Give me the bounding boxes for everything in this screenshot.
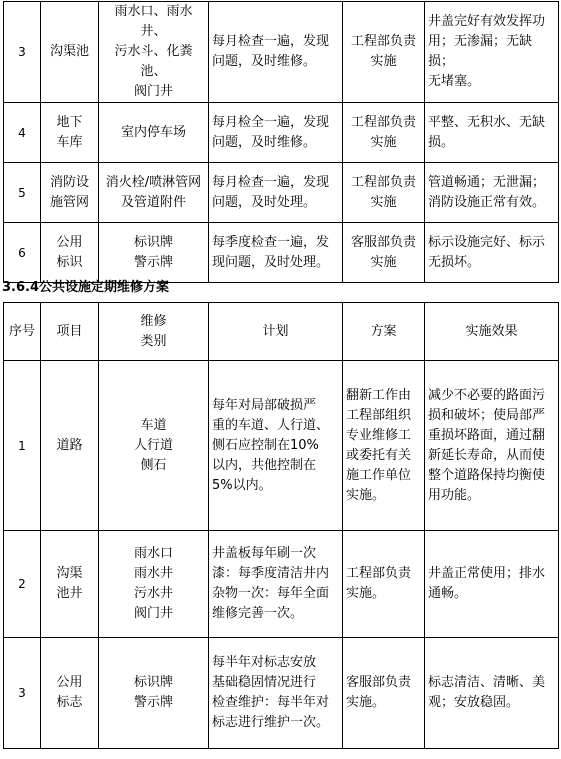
item-cell: 道路 [41, 361, 99, 531]
category-cell: 雨水口 雨水井 污水井 阀门井 [99, 531, 209, 638]
table-row [4, 638, 559, 749]
plan-cell: 每月检全一遍，发现 问题，及时维修。 [209, 103, 343, 163]
scope-cell: 消火栓/喷淋管网 及管道附件 [99, 163, 209, 223]
item-cell: 沟渠池 [41, 2, 99, 103]
row-number: 3 [4, 2, 41, 103]
plan-cell: 井盖板每年刷一次 漆：每季度清洁井内 杂物一次：每年全面 维修完善一次。 [209, 531, 343, 638]
effect-cell: 减少不必要的路面污 损和破坏；使局部严 重损坏路面，通过翻 新延长寿命，从而使 整个道路保持均衡使 用功能。 [425, 361, 559, 531]
owner-cell: 工程部负责 实施 [343, 103, 425, 163]
plan-cell: 每季度检查一遍，发 现问题，及时处理。 [209, 223, 343, 283]
plan-cell: 每月检查一遍，发现 问题，及时处理。 [209, 163, 343, 223]
header-effect: 实施效果 [425, 303, 559, 361]
plan-cell: 每年对局部破损严 重的车道、人行道、 侧石应控制在10% 以内，共他控制在 5%以内。 [209, 361, 343, 531]
item-cell: 公用 标志 [41, 638, 99, 749]
standard-cell: 平整、无积水、无缺 损。 [425, 103, 559, 163]
table-row [4, 2, 559, 103]
header-scheme: 方案 [343, 303, 425, 361]
row-number: 4 [4, 103, 41, 163]
scope-cell: 标识牌 警示牌 [99, 223, 209, 283]
scope-cell: 雨水口、雨水井、 污水斗、化粪池、 阀门井 [99, 2, 209, 103]
owner-cell: 工程部负责 实施 [343, 163, 425, 223]
standard-cell: 井盖完好有效发挥功 用；无渗漏；无缺损； 无堵塞。 [425, 2, 559, 103]
table-row [4, 223, 559, 283]
row-number: 1 [4, 361, 41, 531]
row-number: 2 [4, 531, 41, 638]
item-cell: 公用 标识 [41, 223, 99, 283]
plan-cell: 每半年对标志安放 基础稳固情况进行 检查维护：每半年对 标志进行维护一次。 [209, 638, 343, 749]
effect-cell: 井盖正常使用；排水 通畅。 [425, 531, 559, 638]
scheme-cell: 翻新工作由 工程部组织 专业维修工 或委托有关 施工作单位 实施。 [343, 361, 425, 531]
standard-cell: 管道畅通；无泄漏； 消防设施正常有效。 [425, 163, 559, 223]
header-no: 序号 [4, 303, 41, 361]
table-row [4, 163, 559, 223]
owner-cell: 客服部负责 实施 [343, 223, 425, 283]
item-cell: 地下 车库 [41, 103, 99, 163]
item-cell: 沟渠 池井 [41, 531, 99, 638]
table-row [4, 531, 559, 638]
section-title: 3.6.4公共设施定期维修方案 [2, 280, 170, 295]
row-number: 3 [4, 638, 41, 749]
effect-cell: 标志清洁、清晰、美 观；安放稳固。 [425, 638, 559, 749]
table-row [4, 103, 559, 163]
header-category: 维修 类别 [99, 303, 209, 361]
row-number: 5 [4, 163, 41, 223]
plan-cell: 每月检查一遍，发现 问题，及时维修。 [209, 2, 343, 103]
owner-cell: 工程部负责 实施 [343, 2, 425, 103]
maintenance-inspection-table [3, 1, 559, 283]
standard-cell: 标示设施完好、标示 无损坏。 [425, 223, 559, 283]
periodic-repair-plan-table [3, 302, 559, 749]
header-plan: 计划 [209, 303, 343, 361]
header-item: 项目 [41, 303, 99, 361]
category-cell: 车道 人行道 侧石 [99, 361, 209, 531]
category-cell: 标识牌 警示牌 [99, 638, 209, 749]
item-cell: 消防设 施管网 [41, 163, 99, 223]
table-header-row [4, 303, 559, 361]
table-row [4, 361, 559, 531]
scope-cell: 室内停车场 [99, 103, 209, 163]
scheme-cell: 工程部负责 实施。 [343, 531, 425, 638]
scheme-cell: 客服部负责 实施。 [343, 638, 425, 749]
row-number: 6 [4, 223, 41, 283]
